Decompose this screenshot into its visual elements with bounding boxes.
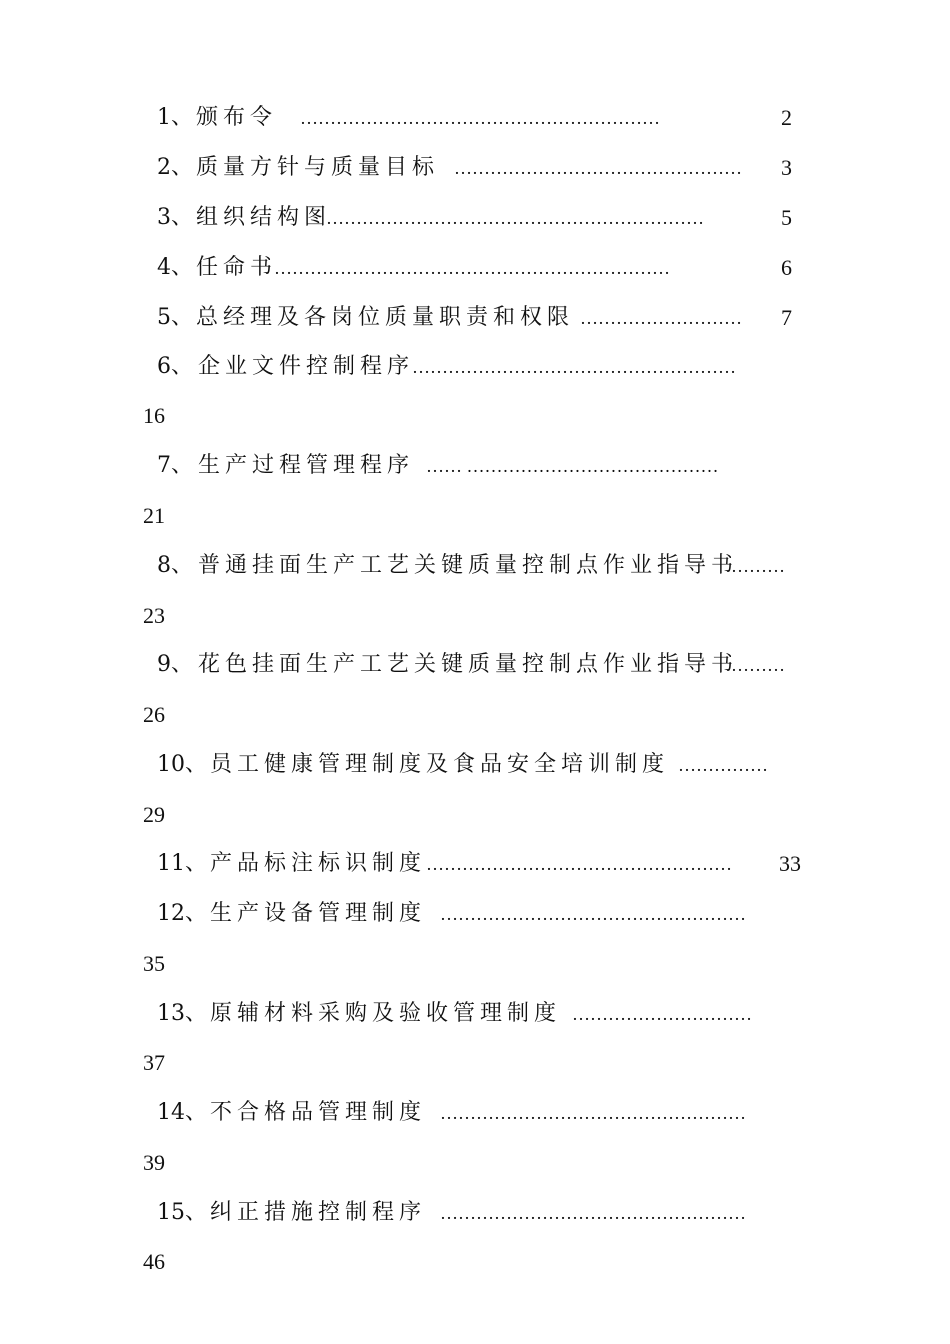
toc-entry-index: 3、 (157, 205, 194, 230)
toc-entry-15[interactable] (0, 1193, 950, 1233)
toc-entry-2[interactable] (0, 148, 950, 188)
toc-entry-13-page-line (0, 1043, 950, 1083)
toc-page-number: 39 (143, 1150, 165, 1175)
toc-entry-9-page-line (0, 695, 950, 735)
toc-entry-title: 企业文件控制程序 (198, 354, 415, 379)
toc-entry-index: 7、 (157, 453, 194, 478)
toc-entry-title: 原辅材料采购及验收管理制度 (210, 1001, 562, 1026)
toc-entry-8[interactable] (0, 546, 950, 586)
toc-leader-dots: ………………………………………………………… (274, 258, 670, 278)
toc-entry-6-page-line (0, 396, 950, 436)
toc-page-number: 6 (781, 255, 792, 280)
toc-page-number: 7 (781, 305, 792, 330)
toc-entry-index: 15、 (157, 1200, 208, 1225)
toc-page-number: 37 (143, 1050, 165, 1075)
toc-entry-15-page-line (0, 1242, 950, 1282)
toc-entry-index: 12、 (157, 901, 208, 926)
toc-leader-dots: ……………………… (580, 308, 742, 328)
toc-leader-dots: ……………………………………………… (412, 357, 736, 377)
toc-page-number: 2 (781, 105, 792, 130)
toc-entry-index: 6、 (157, 354, 194, 379)
toc-leader-dots: ……… (731, 556, 785, 576)
toc-leader-dots: …………………………………………… (440, 1203, 746, 1223)
toc-page-number: 3 (781, 155, 792, 180)
toc-page-number: 21 (143, 503, 165, 528)
toc-entry-title: 质量方针与质量目标 (196, 155, 440, 180)
toc-entry-4[interactable] (0, 248, 950, 288)
toc-entry-title: 产品标注标识制度 (210, 851, 427, 876)
toc-entry-title: 不合格品管理制度 (210, 1100, 427, 1125)
toc-page-number: 33 (779, 851, 801, 876)
toc-entry-title: 普通挂面生产工艺关键质量控制点作业指导书 (198, 553, 739, 578)
toc-entry-12[interactable] (0, 894, 950, 934)
toc-entry-index: 4、 (157, 255, 194, 280)
toc-entry-1[interactable] (0, 98, 950, 138)
toc-entry-title: 总经理及各岗位质量职责和权限 (196, 305, 575, 330)
toc-entry-title: 生产过程管理程序 (198, 453, 415, 478)
toc-leader-dots: …………………………………………… (440, 1103, 746, 1123)
toc-entry-7-page-line (0, 496, 950, 536)
toc-entry-index: 10、 (157, 752, 208, 777)
toc-entry-8-page-line (0, 596, 950, 636)
toc-entry-7[interactable] (0, 446, 950, 486)
toc-page-number: 29 (143, 802, 165, 827)
toc-entry-index: 11、 (157, 851, 208, 876)
toc-leader-dots: ……………………………………………………… (326, 208, 704, 228)
toc-page-number: 16 (143, 403, 165, 428)
toc-entry-title: 任命书 (196, 255, 278, 280)
toc-entry-index: 13、 (157, 1001, 208, 1026)
toc-leader-dots: …………………………………………… (440, 904, 746, 924)
toc-entry-title: 纠正措施控制程序 (210, 1200, 427, 1225)
toc-entry-title: 颁布令 (196, 105, 278, 130)
toc-entry-index: 14、 (157, 1100, 208, 1125)
toc-entry-13[interactable] (0, 994, 950, 1034)
toc-leader-dots: …… …………………………………… (426, 456, 719, 476)
toc-entry-index: 5、 (157, 305, 194, 330)
toc-entry-11[interactable] (0, 844, 950, 884)
toc-leader-dots: ………………………… (572, 1004, 752, 1024)
toc-entry-title: 生产设备管理制度 (210, 901, 427, 926)
toc-page-number: 35 (143, 951, 165, 976)
toc-entry-5[interactable] (0, 298, 950, 338)
toc-page-number: 23 (143, 603, 165, 628)
toc-entry-index: 8、 (157, 553, 194, 578)
toc-entry-14[interactable] (0, 1093, 950, 1133)
toc-leader-dots: …………………………………………………… (300, 108, 660, 128)
toc-leader-dots: ……… (731, 655, 785, 675)
toc-entry-3[interactable] (0, 198, 950, 238)
toc-entry-index: 9、 (157, 652, 194, 677)
toc-entry-index: 2、 (157, 155, 194, 180)
toc-entry-14-page-line (0, 1143, 950, 1183)
toc-page-number: 46 (143, 1249, 165, 1274)
toc-entry-9[interactable] (0, 645, 950, 685)
toc-page-number: 26 (143, 702, 165, 727)
toc-entry-10[interactable] (0, 745, 950, 785)
toc-entry-index: 1、 (157, 105, 194, 130)
toc-entry-title: 组织结构图 (196, 205, 332, 230)
toc-page-number: 5 (781, 205, 792, 230)
toc-leader-dots: ………………………………………… (454, 158, 742, 178)
toc-entry-10-page-line (0, 795, 950, 835)
toc-leader-dots: …………… (678, 755, 768, 775)
toc-entry-12-page-line (0, 944, 950, 984)
toc-entry-title: 花色挂面生产工艺关键质量控制点作业指导书 (198, 652, 739, 677)
toc-entry-6[interactable] (0, 347, 950, 387)
toc-leader-dots: …………………………………………… (426, 854, 732, 874)
toc-entry-title: 员工健康管理制度及食品安全培训制度 (210, 752, 670, 777)
